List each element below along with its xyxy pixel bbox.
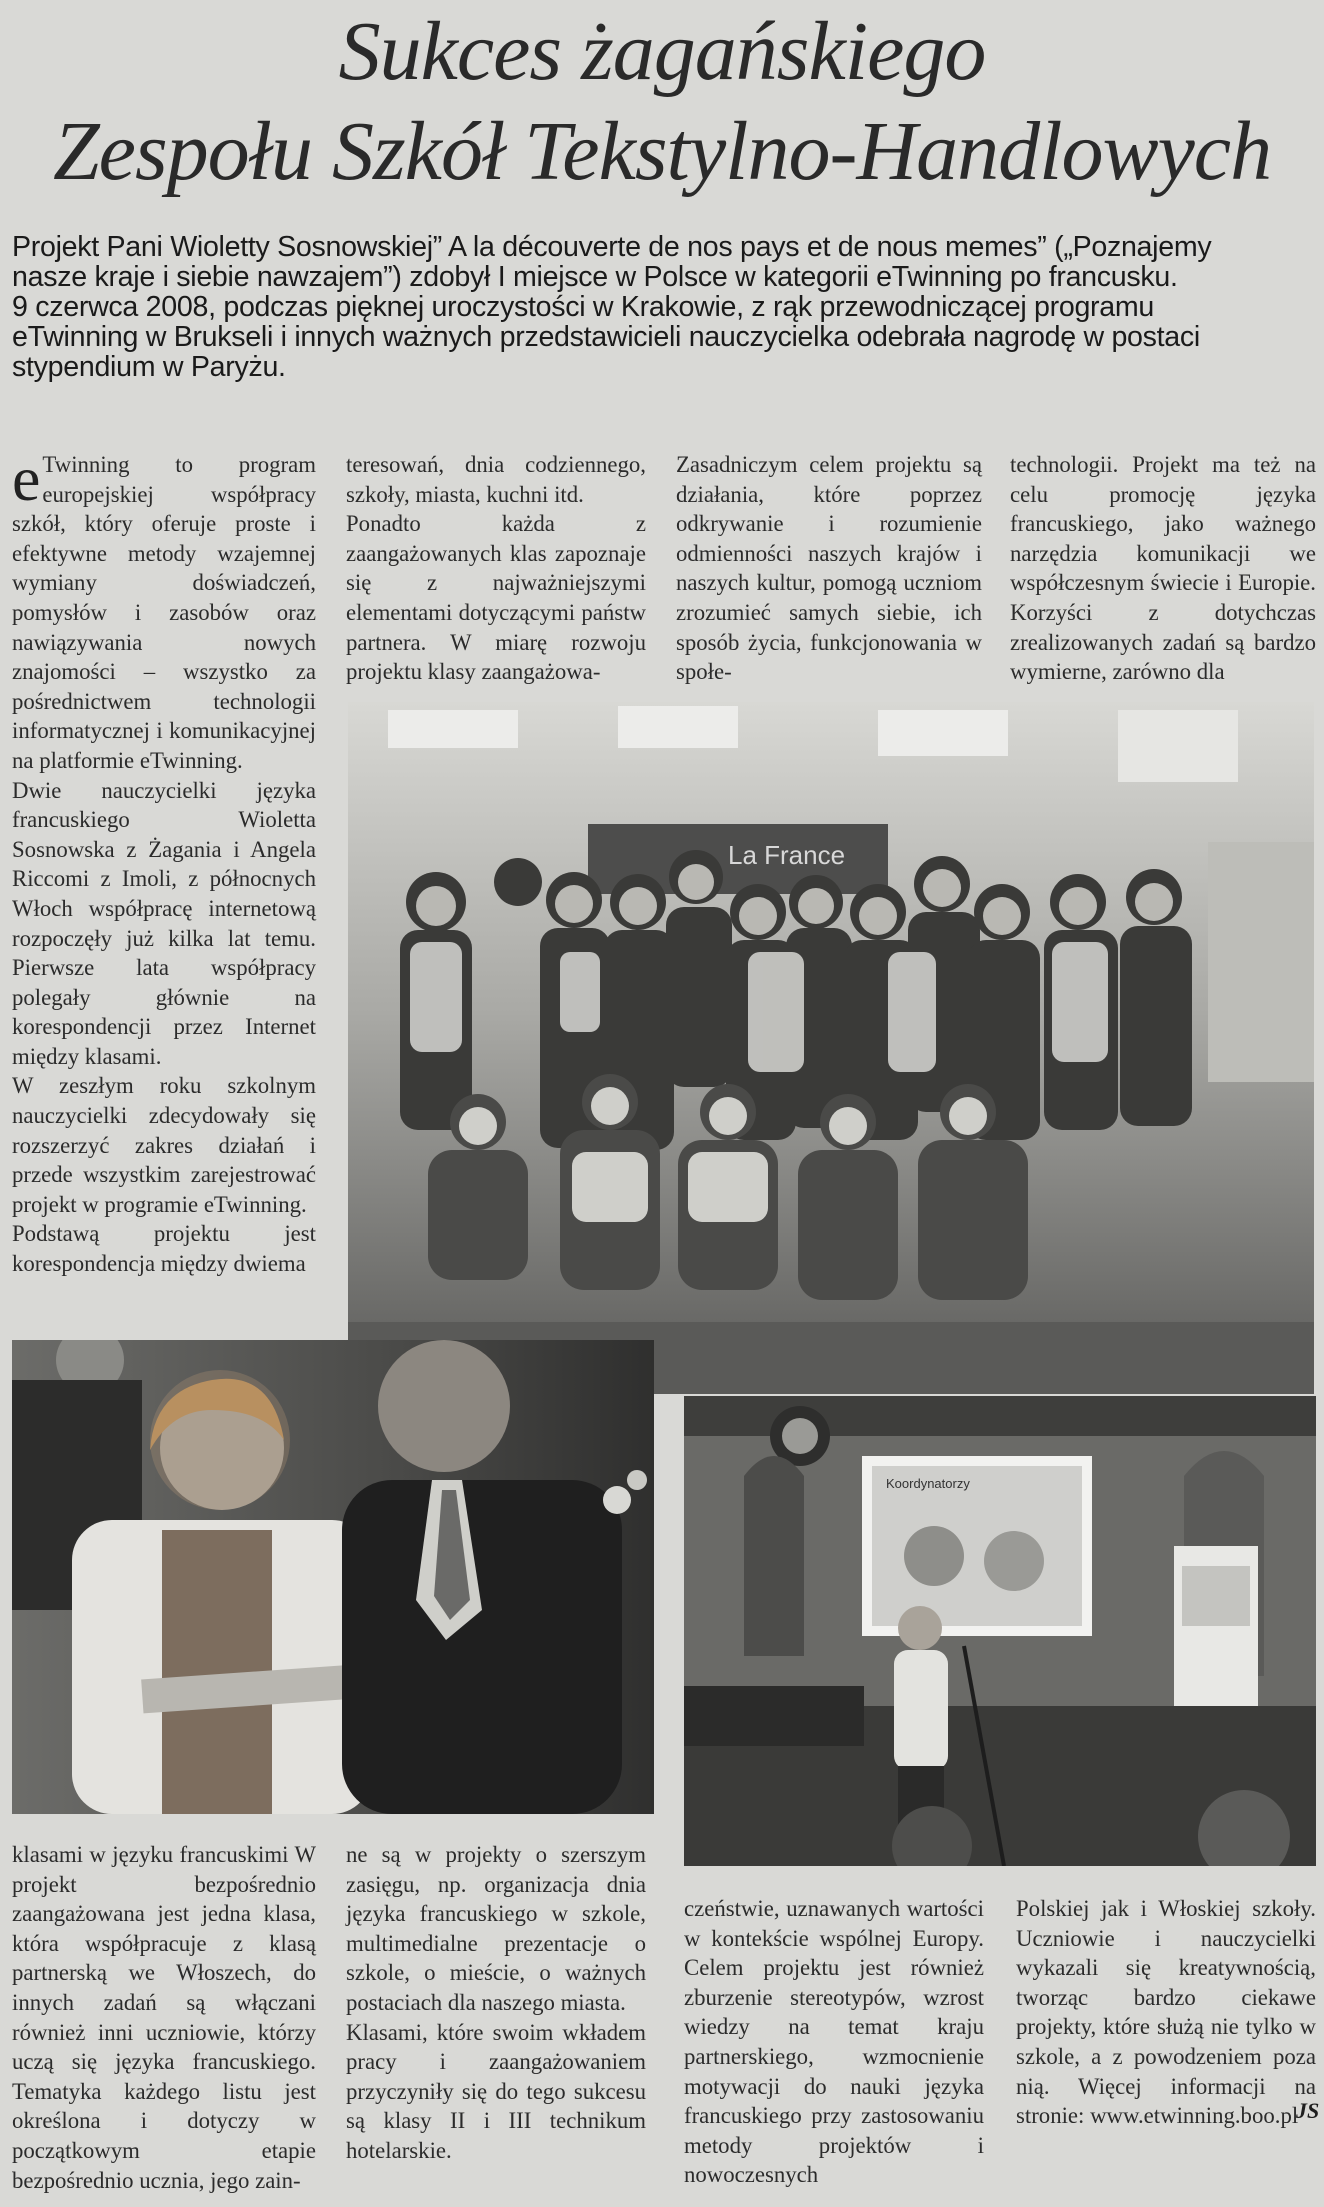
article-column-7 <box>684 1894 984 2190</box>
headline-line-2: Zespołu Szkół Tekstylno-Handlowych <box>52 105 1272 198</box>
lead-line-1: Projekt Pani Wioletty Sosnowskiej” A la découverte de nos pays et de nous memes” („Poznajemy <box>12 231 1212 263</box>
drop-cap: e <box>12 443 41 514</box>
article-column-4 <box>1010 450 1316 687</box>
award-photo <box>12 1340 654 1814</box>
col1-paragraph-1: Twinning to program europejskiej współpracy szkół, który oferuje proste i efektywne metody wzajemnej wymiany doświadczeń, pomysłów i zasobów oraz nawiązywania nowych znajomości – wszystko za pośrednictwem technologii informatycznej i komunikacyjnej na platformie eTwinning. <box>12 452 316 773</box>
article-column-3 <box>676 450 982 687</box>
col2-paragraph-2: Ponadto każda z zaangażowanych klas zapoznaje się z najważniejszymi elementami dotyczącymi państw partnera. W miarę rozwoju projektu klasy zaangażowa- <box>346 511 646 685</box>
bottom3-paragraph-1: czeństwie, uznawanych wartości w kontekście wspólnej Europy. Celem projektu jest również zburzenie stereotypów, wzrost wiedzy na temat kraju partnerskiego, wzmocnienie motywacji do nauki języka francuskiego przy zastosowaniu metody projektów i nowoczesnych <box>684 1896 984 2188</box>
author-signature: JS <box>1296 2098 1320 2123</box>
bottom2-paragraph-2: Klasami, które swoim wkładem pracy i zaangażowaniem przyczyniły się do tego sukcesu są klasy II i III technikum hotelarskie. <box>346 2019 646 2163</box>
lead-paragraph <box>12 232 1312 382</box>
presentation-photo <box>684 1396 1316 1866</box>
group-photo <box>348 702 1314 1394</box>
bottom1-paragraph-1: klasami w języku francuskimi W projekt bezpośrednio zaangażowana jest jedna klasa, która współpracuje z klasą partnerską we Włoszech, do innych zadań są włączani również inni uczniowie, którzy uczą się języka francuskiego. Tematyka każdego listu jest określona i dotyczy w początkowym etapie bezpośrednio ucznia, jego zain- <box>12 1842 316 2193</box>
article-column-1 <box>12 443 316 1279</box>
col3-paragraph-1: Zasadniczym celem projektu są działania, które poprzez odkrywanie i rozumienie odmienności naszych krajów i naszych kultur, pomogą uczniom zrozumieć samych siebie, ich sposób życia, funkcjonowania w społe- <box>676 452 982 685</box>
presentation-screen-text: Koordynatorzy <box>886 1476 970 1491</box>
col4-paragraph-1: technologii. Projekt ma też na celu promocję języka francuskiego, jako ważnego narzędzia komunikacji we współczesnym świecie i Europie. Korzyści z dotychczas zrealizowanych zadań są bardzo wymierne, zarówno dla <box>1010 452 1316 685</box>
bottom2-paragraph-1: ne są w projekty o szerszym zasięgu, np. organizacja dnia języka francuskiego w szkole, multimedialne prezentacje o szkole, o mieście, o ważnych postaciach dla naszego miasta. <box>346 1842 646 2015</box>
article-column-8 <box>1016 1894 1316 2131</box>
bottom4-paragraph-1: Polskiej jak i Włoskiej szkoły. Uczniowie i nauczycielki wykazali się kreatywnością, tworząc bardzo ciekawe projekty, które służą nie tylko w szkole, a z powodzeniem poza nią. Więcej informacji na stronie: www.etwinning.boo.pl <box>1016 1896 1316 2129</box>
award-photo-image <box>12 1340 654 1814</box>
article-column-6 <box>346 1840 646 2166</box>
poster-text: La France <box>728 840 846 870</box>
lead-line-3: 9 czerwca 2008, podczas pięknej uroczystości w Krakowie, z rąk przewodniczącej programu <box>12 291 1155 323</box>
group-photo-image <box>348 702 1314 1394</box>
article-column-5 <box>12 1840 316 2195</box>
col1-paragraph-4: Podstawą projektu jest korespondencja między dwiema <box>12 1221 316 1277</box>
headline <box>0 6 1324 198</box>
lead-line-5: stypendium w Paryżu. <box>12 351 286 383</box>
presentation-photo-image <box>684 1396 1316 1866</box>
col2-paragraph-1: teresowań, dnia codziennego, szkoły, miasta, kuchni itd. <box>346 452 646 507</box>
article-column-2 <box>346 450 646 687</box>
col1-paragraph-2: Dwie nauczycielki języka francuskiego Wioletta Sosnowska z Żagania i Angela Riccomi z Imoli, z północnych Włoch współpracę internetową rozpoczęły już kilka lat temu. Pierwsze lata współpracy polegały głównie na korespondencji przez Internet między klasami. <box>12 777 316 1069</box>
lead-line-4: eTwinning w Brukseli i innych ważnych przedstawicieli nauczycielka odebrała nagrodę w postaci <box>12 321 1200 353</box>
headline-line-1: Sukces żagańskiego <box>338 5 986 98</box>
lead-line-2: nasze kraje i siebie nawzajem”) zdobył I miejsce w Polsce w kategorii eTwinning po francusku. <box>12 261 1178 293</box>
col1-paragraph-3: W zeszłym roku szkolnym nauczycielki zdecydowały się rozszerzyć zakres działań i przede wszystkim zarejestrować projekt w programie eTwinning. <box>12 1073 316 1217</box>
